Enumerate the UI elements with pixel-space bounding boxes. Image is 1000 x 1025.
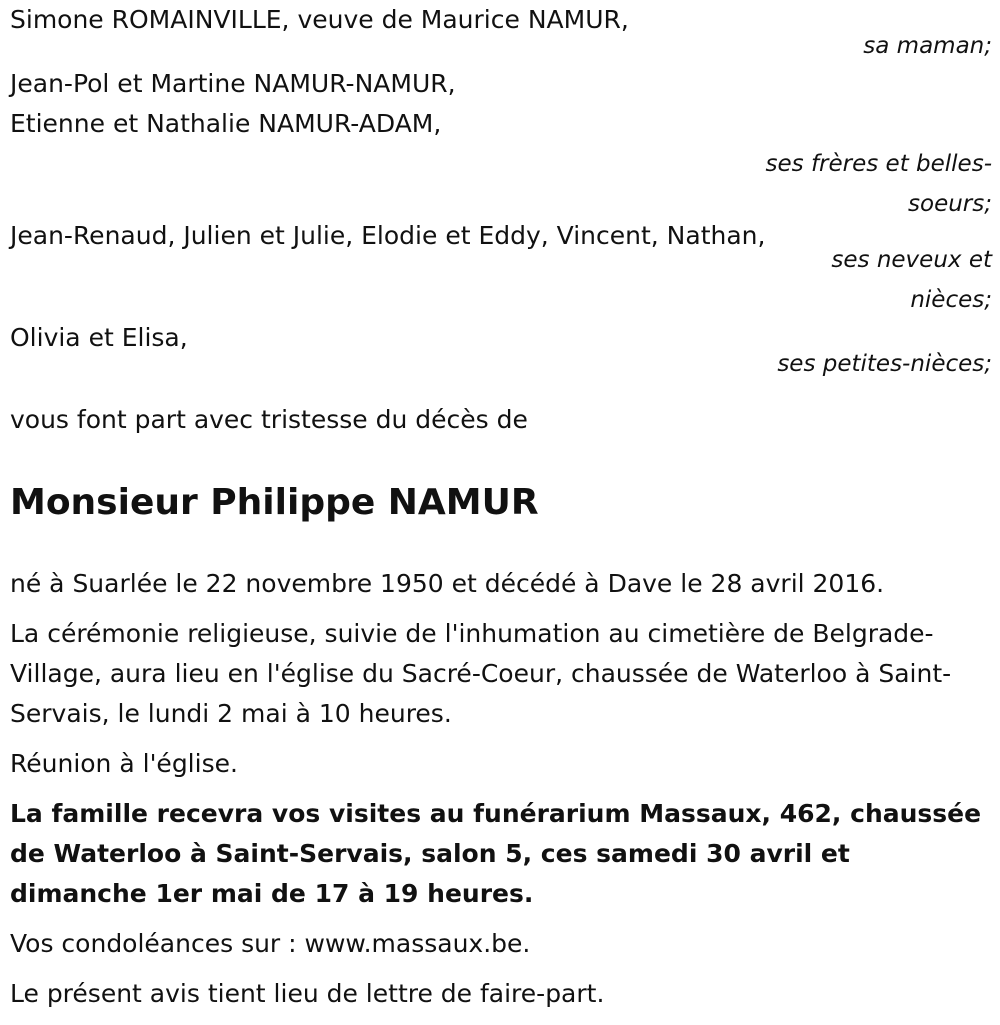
family-member-nephews: Jean-Renaud, Julien et Julie, Elodie et Eddy, Vincent, Nathan, — [10, 221, 766, 250]
announcement-text: vous font part avec tristesse du décès de — [10, 405, 528, 434]
family-member-brother-2: Etienne et Nathalie NAMUR-ADAM, — [10, 109, 442, 138]
relation-siblings-line-2: soeurs; — [908, 191, 992, 217]
family-member-mother: Simone ROMAINVILLE, veuve de Maurice NAMUR, — [10, 5, 629, 34]
family-member-brother-1: Jean-Pol et Martine NAMUR-NAMUR, — [10, 69, 456, 98]
relation-nephews-line-1: ses neveux et — [831, 247, 992, 273]
closing-text: Le présent avis tient lieu de lettre de faire-part. — [10, 979, 605, 1008]
family-member-grandnieces: Olivia et Elisa, — [10, 323, 188, 352]
relation-nephews-line-2: nièces; — [910, 287, 992, 313]
relation-nephews — [742, 240, 992, 320]
birth-death-text: né à Suarlée le 22 novembre 1950 et décédé à Dave le 28 avril 2016. — [10, 569, 885, 598]
death-notice — [10, 0, 992, 1024]
relation-siblings — [742, 144, 992, 224]
condolences-text: Vos condoléances sur : www.massaux.be. — [10, 929, 531, 958]
ceremony-text: La cérémonie religieuse, suivie de l'inhumation au cimetière de Belgrade-Village, aura lieu en l'église du Sacré-Coeur, chaussée de Waterloo à Saint-Servais, le lundi 2 mai à 10 heures. — [10, 619, 952, 728]
relation-grandnieces: ses petites-nièces; — [777, 351, 992, 377]
deceased-name: Monsieur Philippe NAMUR — [10, 482, 539, 523]
meeting-text: Réunion à l'église. — [10, 749, 238, 778]
relation-siblings-line-1: ses frères et belles- — [765, 151, 992, 177]
visits-text: La famille recevra vos visites au funérarium Massaux, 462, chaussée de Waterloo à Saint-Servais, salon 5, ces samedi 30 avril et dimanche 1er mai de 17 à 19 heures. — [10, 799, 982, 908]
relation-mother: sa maman; — [863, 33, 992, 59]
